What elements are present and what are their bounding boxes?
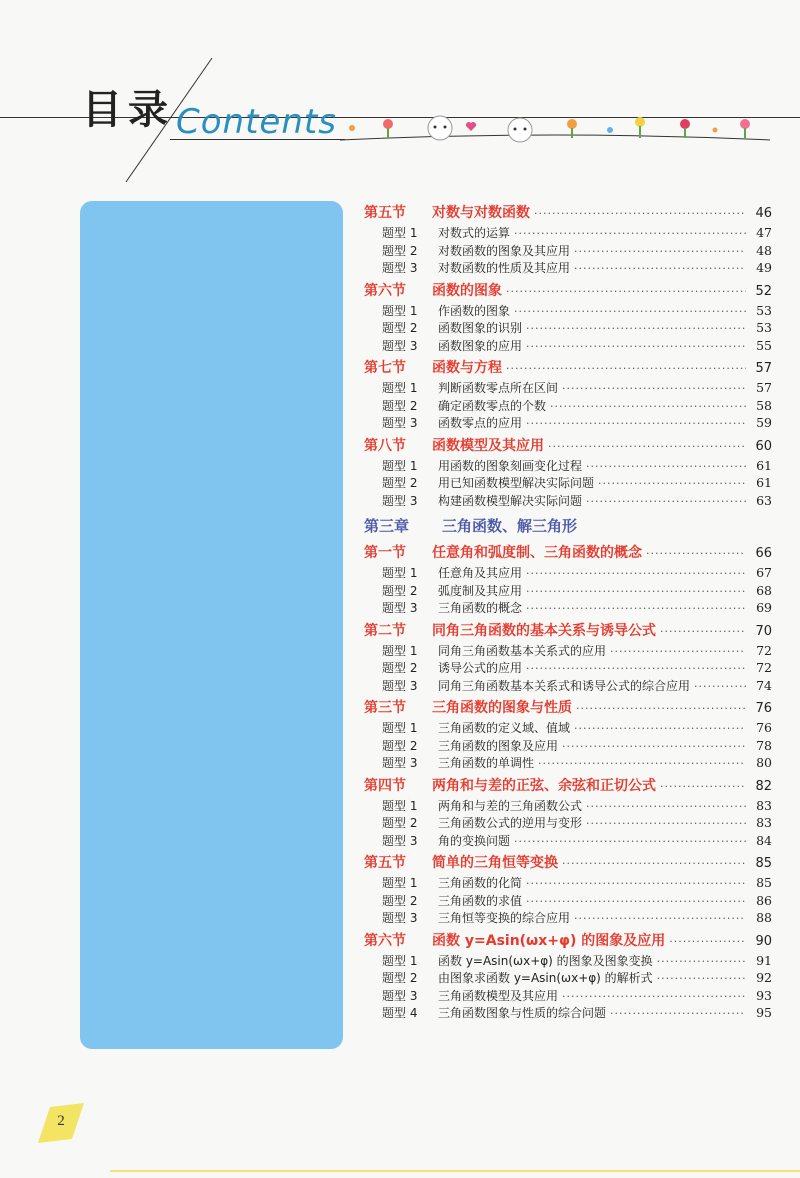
toc-page-number: 61: [756, 475, 772, 490]
toc-page-number: 69: [756, 600, 772, 615]
toc-title: 三角函数图象与性质的综合问题: [438, 1006, 607, 1020]
toc-entry: [364, 564, 772, 582]
toc-title: 函数模型及其应用: [432, 437, 544, 454]
toc-label: 第二节: [364, 622, 406, 639]
toc-page-number: 52: [755, 283, 772, 299]
toc-title: 函数与方程: [432, 360, 502, 376]
toc-label: 题型 2: [382, 661, 418, 675]
toc-page-number: 66: [755, 546, 772, 561]
toc-entry: [364, 379, 772, 397]
toc-label: 题型 1: [382, 798, 418, 813]
toc-page-number: 95: [756, 1005, 772, 1020]
toc-label: 第六节: [364, 282, 406, 299]
toc-leader-dots: [538, 757, 746, 770]
toc-entry: [364, 832, 772, 850]
toc-title: 三角函数的单调性: [438, 756, 535, 770]
toc-title: 同角三角函数基本关系式和诱导公式的综合应用: [438, 678, 691, 693]
toc-label: 题型 1: [382, 226, 418, 240]
toc-page-number: 85: [756, 875, 772, 890]
toc-page-number: 82: [755, 778, 772, 794]
toc-title: 三角函数的定义域、值域: [438, 721, 571, 735]
toc-page-number: 85: [755, 856, 772, 871]
bottom-rule: [110, 1170, 800, 1172]
toc-leader-dots: [526, 417, 746, 430]
flower-icon: [635, 117, 645, 138]
toc-title: 函数 y=Asin(ωx+φ) 的图象及应用: [432, 932, 666, 949]
toc-section: [364, 280, 772, 302]
toc-entry: [364, 414, 772, 432]
toc-title: 构建函数模型解决实际问题: [438, 493, 583, 508]
toc-title: 函数图象的识别: [438, 321, 523, 335]
toc-page-number: 53: [756, 320, 772, 335]
toc-page-number: 72: [756, 660, 772, 675]
toc-section: [364, 930, 772, 952]
toc-section: [364, 620, 772, 642]
toc-label: 题型 3: [382, 416, 418, 430]
toc-entry: [364, 642, 772, 660]
toc-title: 两角和与差的三角函数公式: [438, 798, 583, 813]
toc-label: 题型 3: [382, 601, 418, 615]
toc-leader-dots: [610, 1007, 746, 1020]
toc-page-number: 70: [755, 623, 772, 639]
toc-entry: [364, 677, 772, 695]
toc-label: 题型 3: [382, 338, 418, 353]
toc-page-number: 84: [756, 832, 772, 848]
toc-label: 第三节: [364, 700, 406, 716]
toc-label: 题型 2: [382, 893, 418, 908]
flower-decoration: [340, 108, 770, 148]
toc-page-number: 88: [756, 910, 772, 925]
toc-entry: [364, 599, 772, 617]
toc-title: 函数的图象: [432, 282, 502, 299]
toc-title: 任意角及其应用: [438, 566, 523, 580]
toc-leader-dots: [574, 262, 746, 275]
page-number-badge: [38, 1103, 84, 1143]
toc-page-number: 72: [756, 642, 772, 658]
page-title-english: Contents: [176, 102, 337, 142]
toc-label: 题型 3: [382, 911, 418, 925]
toc-section: [364, 542, 772, 564]
toc-label: 题型 2: [382, 243, 418, 258]
toc-leader-dots: [550, 400, 746, 413]
toc-entry: [364, 319, 772, 337]
toc-page-number: 90: [755, 933, 772, 949]
toc-page-number: 92: [756, 970, 772, 985]
toc-page-number: 49: [756, 260, 772, 275]
toc-title: 作函数的图象: [438, 303, 511, 318]
toc-leader-dots: [576, 702, 746, 715]
toc-label: 第三章: [364, 517, 410, 535]
dot-icon: [607, 127, 613, 133]
toc-page-number: 57: [756, 380, 772, 395]
toc-title: 三角函数的概念: [438, 601, 523, 615]
toc-title: 三角函数、解三角形: [442, 517, 578, 535]
toc-entry: [364, 302, 772, 320]
toc-leader-dots: [574, 722, 746, 735]
toc-entry: [364, 754, 772, 772]
toc-entry: [364, 474, 772, 492]
toc-entry: [364, 224, 772, 242]
toc-title: 函数图象的应用: [438, 338, 523, 353]
toc-entry: [364, 242, 772, 260]
toc-title: 诱导公式的应用: [438, 661, 523, 675]
toc-label: 题型 1: [382, 458, 418, 473]
toc-title: 任意角和弧度制、三角函数的概念: [432, 545, 642, 561]
toc-leader-dots: [646, 547, 746, 560]
toc-page-number: 48: [756, 242, 772, 258]
toc-leader-dots: [526, 602, 746, 615]
toc-entry: [364, 969, 772, 987]
toc-leader-dots: [586, 800, 746, 813]
toc-label: 题型 1: [382, 381, 418, 395]
toc-title: 函数零点的应用: [438, 416, 523, 430]
toc-title: 由图象求函数 y=Asin(ωx+φ) 的解析式: [438, 971, 653, 985]
toc-label: 题型 1: [382, 303, 418, 318]
toc-label: 题型 1: [382, 643, 418, 658]
toc-entry: [364, 1004, 772, 1022]
flower-icon: [740, 119, 750, 138]
toc-label: 第五节: [364, 205, 406, 221]
toc-leader-dots: [514, 305, 746, 318]
toc-section: [364, 697, 772, 719]
toc-entry: [364, 987, 772, 1005]
toc-entry: [364, 582, 772, 600]
toc-leader-dots: [506, 362, 746, 375]
toc-page-number: 58: [756, 397, 772, 413]
toc-label: 题型 2: [382, 738, 418, 753]
toc-page-number: 78: [756, 737, 772, 753]
toc-page-number: 68: [756, 582, 772, 598]
toc-leader-dots: [562, 740, 746, 753]
toc-title: 简单的三角恒等变换: [432, 855, 558, 871]
toc-label: 第四节: [364, 777, 406, 794]
toc-label: 第六节: [364, 932, 406, 949]
toc-label: 题型 2: [382, 476, 418, 490]
toc-leader-dots: [534, 207, 746, 220]
bunny-icon: [508, 118, 532, 142]
toc-title: 三角函数的求值: [438, 893, 523, 908]
toc-label: 第七节: [364, 360, 406, 376]
toc-section: [364, 852, 772, 874]
toc-entry: [364, 492, 772, 510]
toc-label: 题型 1: [382, 953, 418, 968]
toc-leader-dots: [694, 680, 746, 693]
toc-label: 第五节: [364, 855, 406, 871]
toc-title: 对数式的运算: [438, 226, 511, 240]
toc-title: 三角函数公式的逆用与变形: [438, 816, 583, 830]
toc-title: 两角和与差的正弦、余弦和正切公式: [432, 777, 656, 794]
toc-entry: [364, 797, 772, 815]
toc-title: 用函数的图象刻画变化过程: [438, 458, 583, 473]
toc-page-number: 67: [756, 565, 772, 580]
toc-section: [364, 435, 772, 457]
toc-label: 题型 3: [382, 988, 418, 1003]
toc-leader-dots: [526, 895, 746, 908]
toc-entry: [364, 719, 772, 737]
toc-leader-dots: [586, 817, 746, 830]
toc-entry: [364, 259, 772, 277]
toc-page-number: 59: [756, 415, 772, 430]
toc-title: 三角函数的化简: [438, 876, 523, 890]
flower-icon: [680, 119, 690, 138]
toc-entry: [364, 337, 772, 355]
toc-leader-dots: [526, 340, 746, 353]
toc-entry: [364, 397, 772, 415]
toc-leader-dots: [562, 990, 746, 1003]
toc-label: 题型 3: [382, 493, 418, 508]
toc-leader-dots: [669, 935, 746, 948]
toc-title: 三角函数模型及其应用: [438, 988, 559, 1003]
toc-title: 同角三角函数基本关系式的应用: [438, 643, 607, 658]
page-number: 2: [57, 1113, 65, 1129]
toc-label: 题型 3: [382, 261, 418, 275]
page-title-chinese: 目录: [82, 87, 174, 133]
toc-page-number: 83: [756, 815, 772, 830]
toc-label: 题型 2: [382, 971, 418, 985]
toc-leader-dots: [657, 955, 746, 968]
toc-label: 第八节: [364, 437, 406, 454]
dot-icon: [713, 128, 718, 133]
toc-page-number: 86: [756, 892, 772, 908]
toc-page-number: 60: [755, 438, 772, 454]
toc-page-number: 74: [756, 677, 772, 693]
toc-entry: [364, 892, 772, 910]
toc-entry: [364, 814, 772, 832]
toc-entry: [364, 952, 772, 970]
toc-label: 题型 3: [382, 678, 418, 693]
toc-title: 对数与对数函数: [432, 205, 530, 221]
toc-label: 题型 2: [382, 321, 418, 335]
bunny-icon: [428, 116, 452, 140]
toc-leader-dots: [586, 495, 746, 508]
toc-page-number: 76: [755, 701, 772, 716]
toc-page-number: 47: [756, 225, 772, 240]
toc-label: 题型 1: [382, 721, 418, 735]
toc-entry: [364, 457, 772, 475]
toc-leader-dots: [598, 477, 746, 490]
toc-leader-dots: [526, 662, 746, 675]
toc-label: 题型 2: [382, 583, 418, 598]
toc-title: 用已知函数模型解决实际问题: [438, 476, 595, 490]
toc-entry: [364, 909, 772, 927]
toc-leader-dots: [660, 780, 746, 793]
toc-page-number: 53: [756, 302, 772, 318]
toc-label: 题型 2: [382, 398, 418, 413]
toc-leader-dots: [526, 585, 746, 598]
toc-label: 题型 2: [382, 816, 418, 830]
table-of-contents: [364, 199, 772, 1022]
toc-label: 题型 3: [382, 756, 418, 770]
toc-label: 第一节: [364, 545, 406, 561]
toc-title: 同角三角函数的基本关系与诱导公式: [432, 622, 656, 639]
toc-title: 确定函数零点的个数: [438, 398, 547, 413]
toc-title: 角的变换问题: [438, 833, 511, 848]
toc-leader-dots: [562, 857, 746, 870]
toc-label: 题型 1: [382, 566, 418, 580]
toc-label: 题型 4: [382, 1006, 418, 1020]
flower-icon: [383, 119, 393, 138]
blue-panel: [80, 201, 343, 1049]
toc-leader-dots: [506, 285, 746, 298]
toc-title: 判断函数零点所在区间: [438, 381, 559, 395]
toc-leader-dots: [574, 912, 746, 925]
toc-title: 函数 y=Asin(ωx+φ) 的图象及图象变换: [438, 953, 653, 968]
flower-icon: [349, 125, 355, 131]
toc-title: 三角函数的图象与性质: [432, 700, 572, 716]
toc-page-number: 63: [756, 492, 772, 508]
toc-page-number: 93: [756, 987, 772, 1003]
toc-page-number: 55: [756, 337, 772, 353]
toc-page-number: 91: [756, 952, 772, 968]
toc-entry: [364, 737, 772, 755]
toc-leader-dots: [526, 567, 746, 580]
toc-leader-dots: [526, 877, 746, 890]
toc-label: 题型 1: [382, 876, 418, 890]
toc-leader-dots: [657, 972, 746, 985]
toc-leader-dots: [526, 322, 746, 335]
toc-leader-dots: [562, 382, 746, 395]
toc-section: [364, 775, 772, 797]
toc-section: [364, 357, 772, 379]
toc-title: 三角函数的图象及应用: [438, 738, 559, 753]
toc-entry: [364, 874, 772, 892]
toc-leader-dots: [514, 227, 746, 240]
toc-leader-dots: [548, 440, 746, 453]
toc-leader-dots: [586, 460, 746, 473]
toc-title: 对数函数的图象及其应用: [438, 243, 571, 258]
toc-page-number: 46: [755, 206, 772, 221]
heart-icon: [466, 122, 476, 131]
toc-entry: [364, 659, 772, 677]
toc-title: 三角恒等变换的综合应用: [438, 911, 571, 925]
toc-leader-dots: [610, 645, 746, 658]
toc-page-number: 83: [756, 797, 772, 813]
toc-title: 弧度制及其应用: [438, 583, 523, 598]
toc-page-number: 76: [756, 720, 772, 735]
toc-label: 题型 3: [382, 833, 418, 848]
toc-leader-dots: [574, 245, 746, 258]
toc-section: [364, 202, 772, 224]
toc-page-number: 80: [756, 755, 772, 770]
toc-title: 对数函数的性质及其应用: [438, 261, 571, 275]
toc-chapter: [364, 515, 772, 539]
toc-leader-dots: [514, 835, 746, 848]
toc-leader-dots: [660, 625, 746, 638]
toc-page-number: 61: [756, 457, 772, 473]
toc-page-number: 57: [755, 361, 772, 376]
